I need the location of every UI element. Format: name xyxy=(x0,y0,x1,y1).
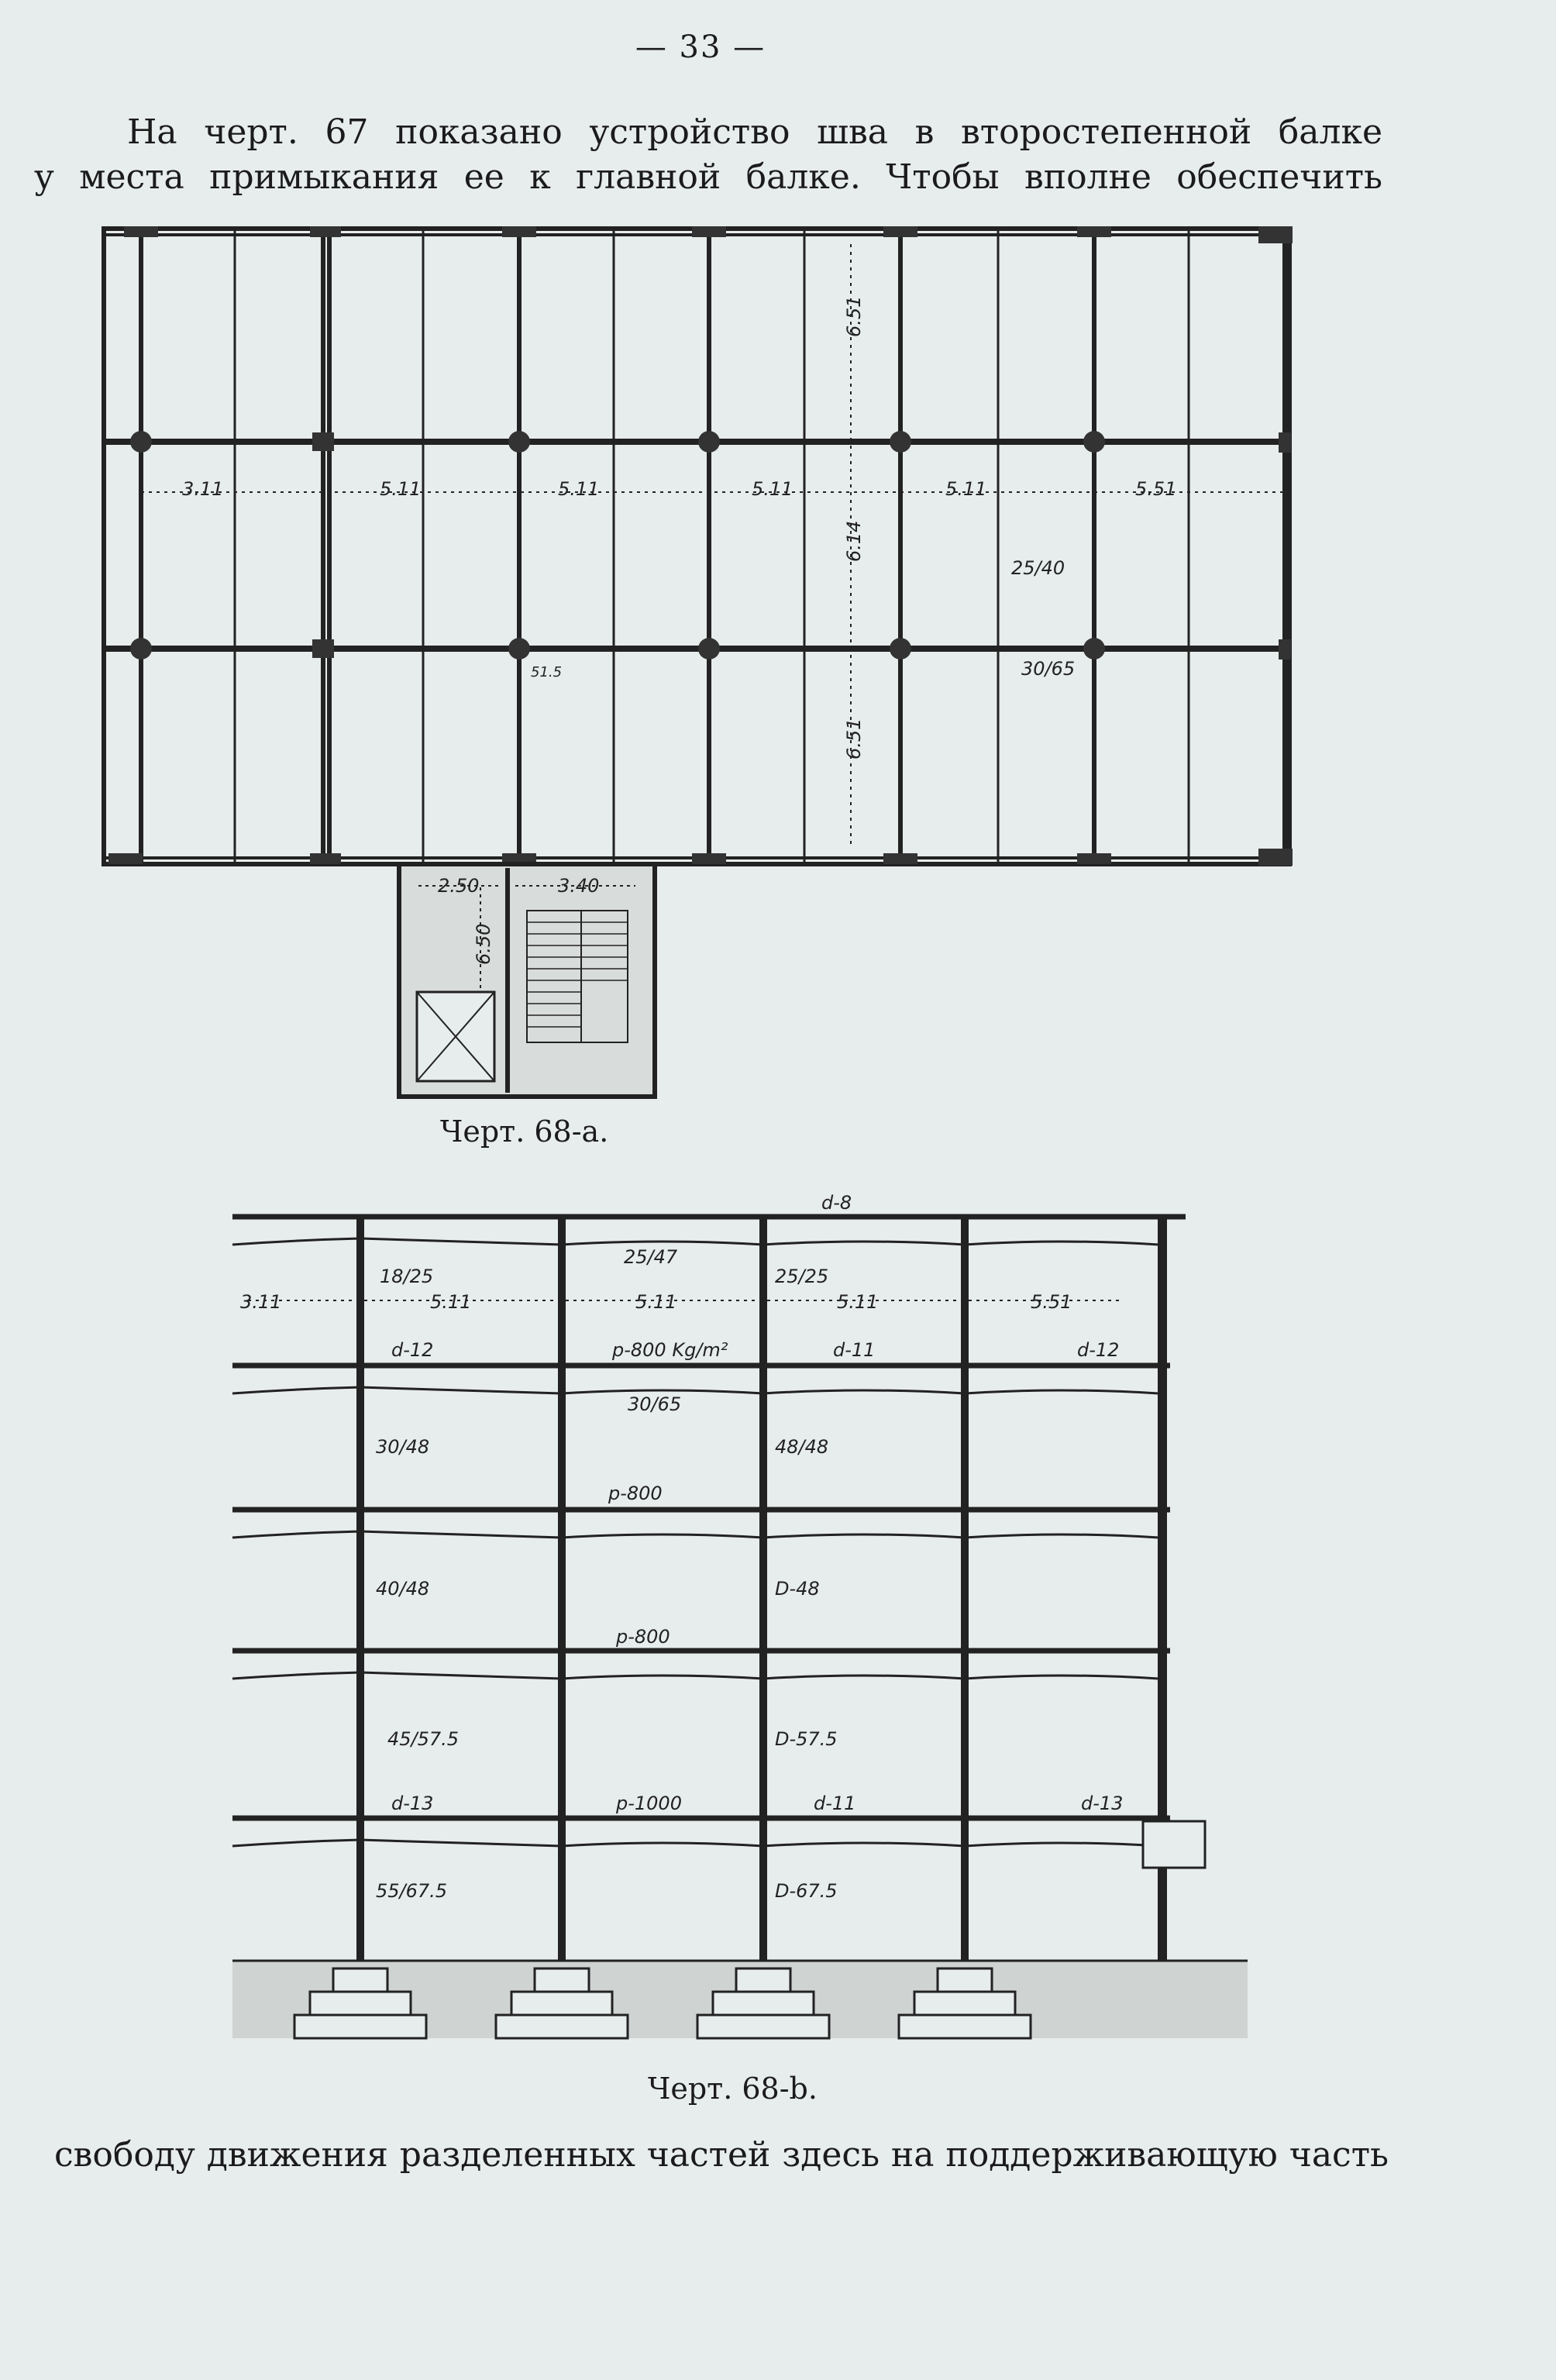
dim-v-2: 6.14 xyxy=(843,520,865,562)
page-number: — 33 — xyxy=(635,29,766,65)
label-beam-secondary: 25/40 xyxy=(1011,557,1065,579)
label-45-57: 45/57.5 xyxy=(387,1728,460,1750)
dim-h-2: 5.11 xyxy=(380,478,422,500)
dim-h-5: 5.11 xyxy=(945,478,987,500)
label-d13-b: d-13 xyxy=(1081,1793,1124,1814)
dim-v-1: 6.51 xyxy=(843,295,865,337)
label-48-48: 48/48 xyxy=(775,1436,829,1458)
label-d11-a: d-11 xyxy=(833,1339,876,1361)
span-2: 5.11 xyxy=(430,1291,472,1313)
dim-v-3: 6.51 xyxy=(843,718,865,759)
label-column: 51.5 xyxy=(531,664,563,680)
label-40-48: 40/48 xyxy=(376,1578,430,1600)
label-p800kg: p-800 Kg/m² xyxy=(612,1339,728,1361)
span-4: 5.11 xyxy=(837,1291,879,1313)
label-beam-main: 30/65 xyxy=(1021,658,1076,680)
label-30-48: 30/48 xyxy=(376,1436,430,1458)
span-3: 5.11 xyxy=(635,1291,677,1313)
span-5: 5.51 xyxy=(1031,1291,1072,1313)
stair-dim-w2: 3.40 xyxy=(558,875,600,897)
caption-figure-68b: Черт. 68-b. xyxy=(648,2072,818,2106)
span-1: 3.11 xyxy=(240,1291,282,1313)
label-d13-a: d-13 xyxy=(391,1793,434,1814)
stair-dim-w1: 2.50 xyxy=(438,875,480,897)
label-55-67: 55/67.5 xyxy=(376,1880,448,1902)
label-d12-a: d-12 xyxy=(391,1339,434,1361)
dim-h-4: 5.11 xyxy=(752,478,793,500)
figure-68a-plan xyxy=(93,213,1317,1116)
dim-h-6: 5.51 xyxy=(1135,478,1177,500)
label-p1000: p-1000 xyxy=(616,1793,682,1814)
label-d12-b: d-12 xyxy=(1077,1339,1120,1361)
caption-figure-68a: Черт. 68-а. xyxy=(440,1114,609,1149)
paragraph-bottom: свободу движения разделенных частей здесь на поддерживающую часть xyxy=(54,2135,1389,2175)
dim-h-1: 3.11 xyxy=(182,478,224,500)
label-25-47: 25/47 xyxy=(624,1246,678,1268)
label-D48: D-48 xyxy=(775,1578,820,1600)
label-top: d-8 xyxy=(821,1192,852,1214)
paragraph-top-line-1: На черт. 67 показано устройство шва в второстепенной балке xyxy=(127,112,1382,152)
label-d11-b: d-11 xyxy=(814,1793,856,1814)
label-p800-b: p-800 xyxy=(616,1626,670,1648)
label-30-65: 30/65 xyxy=(628,1393,682,1415)
label-D57: D-57.5 xyxy=(775,1728,838,1750)
figure-68b-section xyxy=(225,1186,1263,2054)
paragraph-top xyxy=(34,110,1382,200)
label-18-25: 18/25 xyxy=(380,1266,434,1287)
label-D67: D-67.5 xyxy=(775,1880,838,1902)
label-p800-a: p-800 xyxy=(608,1483,663,1504)
stair-dim-h: 6.50 xyxy=(473,923,494,965)
paragraph-top-line-2: у места примыкания ее к главной балке. Чтобы вполне обеспечить xyxy=(34,157,1382,197)
label-25-25: 25/25 xyxy=(775,1266,829,1287)
dim-h-3: 5.11 xyxy=(558,478,600,500)
